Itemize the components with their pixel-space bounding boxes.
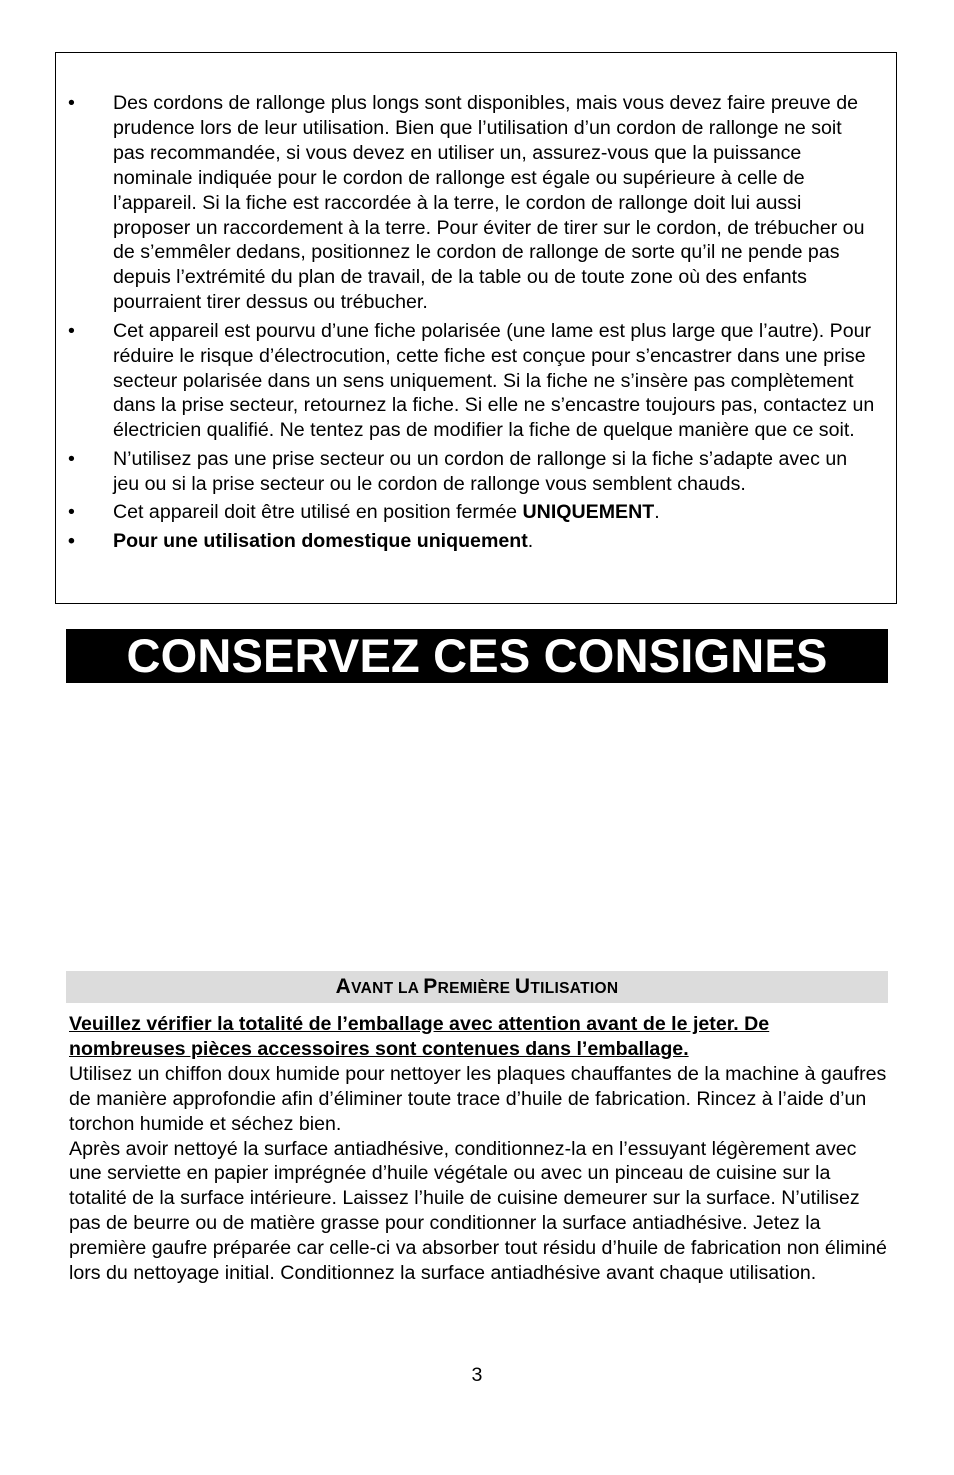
list-item-text: Cet appareil est pourvu d’une fiche polarisée (une lame est plus large que l’autre). Pour réduire le risque d’électrocution, cette fiche est conçue pour s’encastrer dans une prise secteur polarisée dans un sens uniquement. Si la fiche ne s’insère pas complètement dans la prise secteur, retournez la fiche. Si elle ne s’encastre toujours pas, contactez un électricien qualifié. Ne tentez pas de modifier la fiche de quelque manière que ce soit. [113,319,875,442]
list-item-punctuation: . [527,529,534,552]
bullet-icon: • [68,447,75,470]
list-item [56,91,896,315]
list-item-text: N’utilisez pas une prise secteur ou un cordon de rallonge si la fiche s’adapte avec un jeu ou si la prise secteur ou le cordon de rallonge vous semblent chauds. [113,447,848,495]
safety-bullet-list [56,91,896,554]
paragraph-conditioning: Après avoir nettoyé la surface antiadhésive, conditionnez-la en l’essuyant légèrement avec une serviette en papier imprégnée d’huile végétale ou avec un pinceau de cuisine sur la totalité de la surface intérieure. Laissez l’huile de cuisine demeurer sur la surface. N’utilisez pas de beurre ou de matière grasse pour conditionner la surface antiadhésive. Jetez la première gaufre préparée car celle-ci va absorber tout résidu d’huile de fabrication non éliminé lors du nettoyage initial. Conditionnez la surface antiadhésive avant chaque utilisation. [69,1137,887,1285]
list-item-emphasis: Pour une utilisation domestique uniquement [113,529,528,552]
paragraph-cleaning: Utilisez un chiffon doux humide pour nettoyer les plaques chauffantes de la machine à gaufres de manière approfondie afin d’éliminer toute trace d’huile de fabrication. Rincez à l’aide d’un torchon humide et séchez bien. [69,1062,887,1135]
list-item [56,500,896,525]
save-instructions-banner: CONSERVEZ CES CONSIGNES [66,629,888,683]
section-heading: AVANT LA PREMIÈRE UTILISATION [66,971,888,1003]
list-item-emphasis: UNIQUEMENT [522,501,655,524]
safety-instructions-box [55,52,897,604]
list-item-punctuation: . [654,501,660,524]
page-number: 3 [471,1364,483,1386]
list-item-text: Cet appareil doit être utilisé en position fermée [113,501,523,524]
list-item [56,529,896,554]
bullet-icon: • [68,92,75,114]
bullet-icon: • [68,529,75,552]
list-item-text: Des cordons de rallonge plus longs sont disponibles, mais vous devez faire preuve de prudence lors de leur utilisation. Bien que l’utilisation d’un cordon de rallonge ne soit pas recommandée, si vous devez en utiliser un, assurez-vous que la puissance nominale indiquée pour le cordon de rallonge est égale ou supérieure à celle de l’appareil. Si la fiche est raccordée à la terre, le cordon de rallonge doit lui aussi proposer un raccordement à la terre. Pour éviter de tirer sur le cordon, de trébucher ou de s’emmêler dedans, positionnez le cordon de rallonge de sorte qu’il ne pende pas depuis l’extrémité du plan de travail, de la table ou de toute zone où des enfants pourraient tirer dessus ou trébucher. [113,92,865,314]
section-body [69,1012,889,1286]
packaging-warning: Veuillez vérifier la totalité de l’emballage avec attention avant de le jeter. De nombreuses pièces accessoires sont contenues dans l’emballage. [69,1013,770,1060]
list-item [56,447,896,497]
list-item [56,319,896,444]
bullet-icon: • [68,319,75,342]
bullet-icon: • [68,501,75,524]
